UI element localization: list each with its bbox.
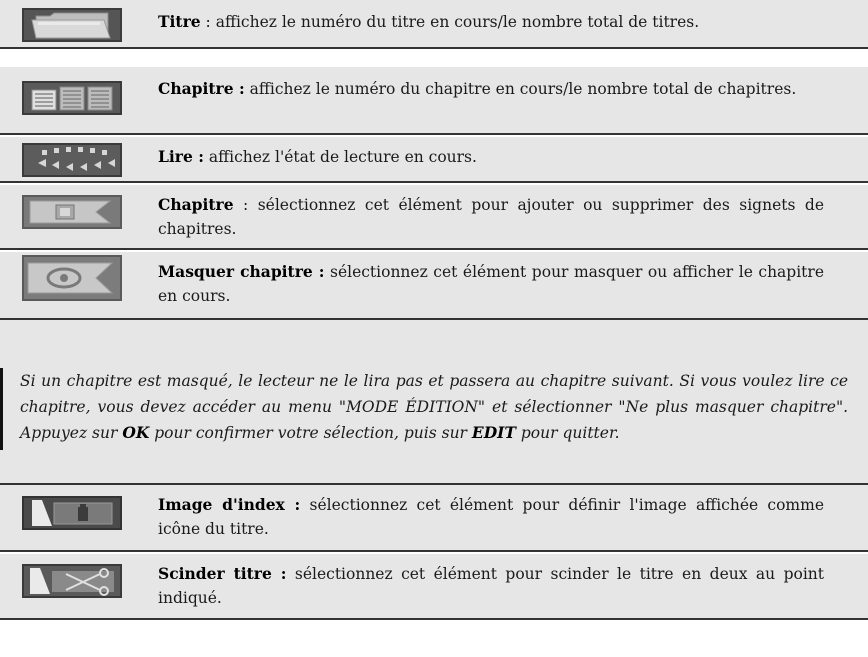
row-image-index-text: sélectionnez cet élément pour définir l'image affichée comme icône du titre. <box>158 496 824 538</box>
hidden-chapter-note <box>0 343 868 465</box>
hide-eye-flag-icon <box>22 255 122 301</box>
row-titre-desc <box>158 10 824 34</box>
note-ok: OK <box>122 423 150 442</box>
row-chapitre-bookmark-term: Chapitre <box>158 195 234 214</box>
row-scinder-titre-text: sélectionnez cet élément pour scinder le titre en deux au point indiqué. <box>158 565 824 607</box>
row-chapitre-count <box>0 67 868 135</box>
note-sidebar <box>0 368 3 450</box>
row-scinder-titre-term: Scinder titre : <box>158 564 287 583</box>
gap-before-note <box>0 320 868 343</box>
row-chapitre-bookmark-text: : sélectionnez cet élément pour ajouter ou supprimer des signets de chapitres. <box>158 196 824 238</box>
row-scinder-titre <box>0 554 868 620</box>
play-status-icon <box>22 143 122 177</box>
row-masquer-chapitre-term: Masquer chapitre : <box>158 262 325 281</box>
row-image-index-term: Image d'index : <box>158 495 301 514</box>
row-lire-term: Lire : <box>158 147 204 166</box>
bookmark-flag-icon <box>22 195 122 229</box>
gap-after-note <box>0 465 868 483</box>
row-masquer-chapitre <box>0 252 868 320</box>
row-titre <box>0 0 868 49</box>
row-chapitre-bookmark-desc <box>158 193 824 241</box>
note-text <box>20 369 848 447</box>
row-image-index-desc <box>158 493 824 541</box>
row-masquer-chapitre-desc <box>158 260 824 308</box>
note-part1: Si un chapitre est masqué, le lecteur ne le lira pas et passera au chapitre suivant. Si vous voulez lire ce chapitre, vous devez accéder au menu "MODE ÉDITION" et sélectionner "Ne plus masquer chapitre". Appuyez sur <box>20 372 848 442</box>
folder-icon <box>22 8 122 42</box>
row-chapitre-count-text: affichez le numéro du chapitre en cours/le nombre total de chapitres. <box>244 80 797 98</box>
note-part2: pour confirmer votre sélection, puis sur <box>149 424 472 442</box>
row-scinder-titre-desc <box>158 562 824 610</box>
note-part3: pour quitter. <box>515 424 620 442</box>
row-chapitre-count-desc <box>158 77 824 101</box>
chapters-icon <box>22 81 122 115</box>
row-chapitre-count-term: Chapitre : <box>158 79 245 98</box>
index-image-icon <box>22 496 122 530</box>
row-masquer-chapitre-text: sélectionnez cet élément pour masquer ou afficher le chapitre en cours. <box>158 263 824 305</box>
row-chapitre-bookmark <box>0 185 868 250</box>
row-titre-text: : affichez le numéro du titre en cours/le nombre total de titres. <box>200 13 700 31</box>
note-edit: EDIT <box>471 423 516 442</box>
row-lire-text: affichez l'état de lecture en cours. <box>203 148 477 166</box>
row-lire-desc <box>158 145 824 169</box>
scissors-icon <box>22 564 122 598</box>
row-titre-term: Titre <box>158 12 201 31</box>
row-lire <box>0 137 868 183</box>
row-image-index <box>0 485 868 552</box>
